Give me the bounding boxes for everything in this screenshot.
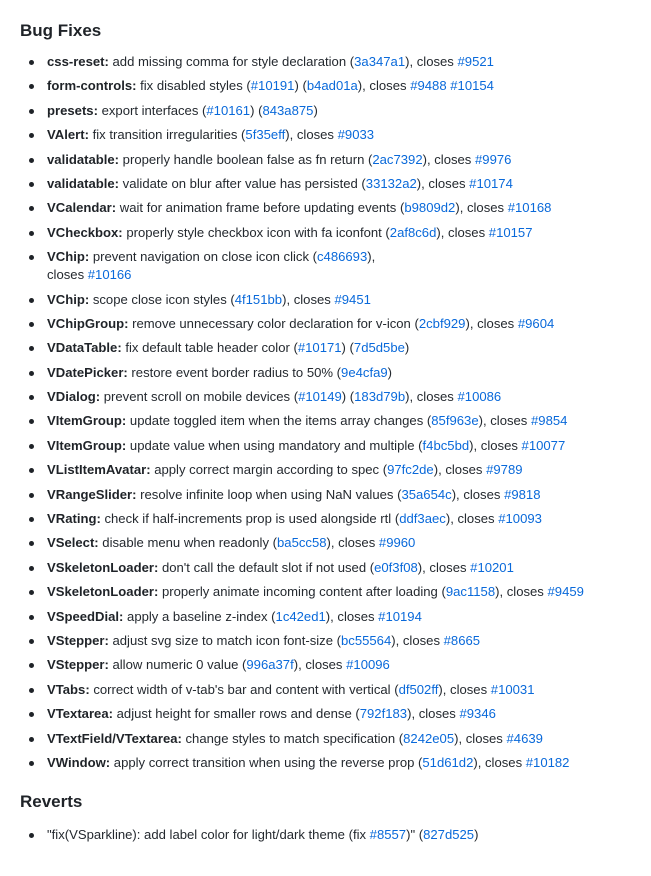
- item-scope: VRating:: [47, 511, 101, 527]
- commit-link[interactable]: 2ac7392: [372, 151, 423, 167]
- commit-link[interactable]: ddf3aec: [399, 511, 446, 527]
- item-description: fix disabled styles (: [136, 78, 251, 94]
- commit-link[interactable]: 2cbf929: [418, 315, 466, 331]
- separator-text: ) (: [341, 389, 355, 405]
- item-description: fix default table header color (: [121, 340, 298, 356]
- item-scope: VStepper:: [47, 632, 109, 648]
- list-item: [47, 224, 639, 242]
- separator-text: ): [474, 827, 479, 843]
- issue-link[interactable]: #9604: [517, 315, 555, 331]
- item-description: allow numeric 0 value (: [108, 657, 247, 673]
- commit-link[interactable]: 2af8c6d: [389, 224, 437, 240]
- commit-link[interactable]: 996a37f: [246, 657, 294, 673]
- issue-link[interactable]: #9033: [337, 127, 375, 143]
- separator-text: ), closes: [357, 78, 411, 94]
- separator-text: ), closes: [438, 681, 491, 697]
- item-scope: VChip:: [47, 249, 90, 265]
- item-scope: VStepper:: [47, 657, 109, 673]
- reverts-heading: Reverts: [20, 792, 83, 812]
- item-description: properly handle boolean false as fn return (: [119, 151, 373, 167]
- commit-link[interactable]: 9ac1158: [445, 584, 496, 600]
- issue-link[interactable]: #10201: [470, 559, 514, 575]
- commit-link[interactable]: 7d5d5be: [353, 340, 405, 356]
- separator-text: ), closes: [495, 584, 548, 600]
- issue-link[interactable]: #8557: [369, 827, 407, 843]
- item-scope: VCheckbox:: [47, 224, 123, 240]
- item-description: check if half-increments prop is used alongside rtl (: [100, 511, 400, 527]
- separator-text: ), closes: [285, 127, 338, 143]
- issue-link[interactable]: #9488: [410, 78, 447, 94]
- separator-text: ), closes: [391, 632, 444, 648]
- commit-link[interactable]: 5f35eff: [245, 127, 286, 143]
- separator-text: ), closes: [422, 151, 475, 167]
- commit-link[interactable]: 8242e05: [403, 730, 455, 746]
- item-scope: validatable:: [47, 151, 120, 167]
- item-scope: VDialog:: [47, 389, 101, 405]
- issue-link[interactable]: #10166: [87, 267, 132, 283]
- item-scope: css-reset:: [47, 54, 109, 69]
- bug-fixes-heading: Bug Fixes: [20, 21, 102, 40]
- issue-link[interactable]: #9818: [504, 486, 541, 502]
- item-description: validate on blur after value has persisted (: [119, 175, 366, 191]
- commit-link[interactable]: 51d61d2: [422, 754, 474, 770]
- commit-link[interactable]: df502ff: [398, 681, 439, 697]
- item-description: restore event border radius to 50% (: [127, 364, 342, 380]
- item-description: apply correct transition when using the reverse prop (: [110, 754, 423, 770]
- separator-text: ), closes: [469, 437, 522, 453]
- item-description: export interfaces (: [97, 102, 207, 118]
- separator-text: ), closes: [465, 315, 518, 331]
- commit-link[interactable]: f4bc5bd: [422, 437, 470, 453]
- item-scope: VListItemAvatar:: [47, 462, 151, 478]
- item-scope: VWindow:: [47, 754, 111, 770]
- separator-text: ), closes: [478, 413, 531, 429]
- commit-link[interactable]: 4f151bb: [234, 291, 283, 307]
- item-scope: form-controls:: [47, 78, 137, 94]
- item-scope: VRangeSlider:: [47, 486, 137, 502]
- issue-link[interactable]: #4639: [506, 730, 543, 746]
- issue-link[interactable]: #10194: [378, 608, 422, 624]
- separator-text: ), closes: [326, 535, 379, 551]
- item-description: properly style checkbox icon with fa iconfont (: [122, 224, 390, 240]
- item-description: apply a baseline z-index (: [123, 608, 276, 624]
- item-description: change styles to match specification (: [181, 730, 404, 746]
- issue-link[interactable]: #9521: [457, 54, 494, 69]
- list-item: [47, 656, 639, 674]
- issue-link[interactable]: #10157: [488, 224, 533, 240]
- list-item: [47, 175, 639, 193]
- commit-link[interactable]: 85f963e: [431, 413, 479, 429]
- commit-link[interactable]: e0f3f08: [374, 559, 418, 575]
- item-scope: VChip:: [47, 291, 90, 307]
- item-scope: VTextarea:: [47, 706, 113, 722]
- list-item: [47, 364, 639, 382]
- list-item: [47, 437, 639, 455]
- commit-link[interactable]: 792f183: [359, 706, 408, 722]
- commit-link[interactable]: 33132a2: [365, 175, 417, 191]
- issue-link[interactable]: #9854: [531, 413, 568, 429]
- item-description: update toggled item when the items array changes (: [126, 413, 432, 429]
- separator-text: ), closes: [405, 54, 458, 69]
- item-description: wait for animation frame before updating events (: [116, 200, 405, 216]
- issue-link[interactable]: #10154: [450, 78, 494, 94]
- separator-text: ), closes: [451, 486, 505, 502]
- item-description: prevent scroll on mobile devices (: [100, 389, 299, 405]
- separator-text: ), closes: [436, 224, 489, 240]
- list-item: [47, 730, 639, 748]
- issue-link[interactable]: #10168: [507, 200, 552, 216]
- separator-text: ), closes: [293, 657, 347, 673]
- list-item: [47, 632, 639, 650]
- commit-link[interactable]: 1c42ed1: [275, 608, 326, 624]
- item-description: add missing comma for style declaration (: [108, 54, 355, 69]
- separator-text: ), closes: [417, 559, 471, 575]
- item-scope: VItemGroup:: [47, 437, 127, 453]
- issue-link[interactable]: #9346: [459, 706, 496, 722]
- list-item: [47, 388, 639, 406]
- item-description: disable menu when readonly (: [98, 535, 277, 551]
- item-scope: VSelect:: [47, 535, 99, 551]
- item-description: correct width of v-tab's bar and content with vertical (: [89, 681, 399, 697]
- issue-link[interactable]: #8665: [443, 632, 481, 648]
- list-item: [47, 461, 639, 479]
- list-item: [47, 412, 639, 430]
- item-scope: VCalendar:: [47, 200, 117, 216]
- commit-link[interactable]: 35a654c: [401, 486, 452, 502]
- separator-text: ), closes: [407, 706, 460, 722]
- separator-text: )" (: [406, 827, 424, 843]
- item-scope: VSkeletonLoader:: [47, 559, 159, 575]
- item-scope: VAlert:: [47, 127, 89, 143]
- reverts-list: [20, 826, 639, 844]
- item-description: adjust height for smaller rows and dense (: [113, 706, 360, 722]
- commit-link[interactable]: bc55564: [341, 632, 392, 648]
- list-item: [47, 315, 639, 333]
- item-scope: VSkeletonLoader:: [47, 584, 159, 600]
- item-description: fix transition irregularities (: [88, 127, 246, 143]
- item-description: adjust svg size to match icon font-size (: [108, 632, 341, 648]
- issue-link[interactable]: #9459: [547, 584, 584, 600]
- separator-text: ) (: [294, 78, 307, 94]
- issue-link[interactable]: #10182: [525, 754, 570, 770]
- list-item: [47, 339, 639, 357]
- item-scope: VChipGroup:: [47, 315, 129, 331]
- item-description: apply correct margin according to spec (: [150, 462, 388, 478]
- separator-text: ), closes: [473, 754, 526, 770]
- list-item: [47, 534, 639, 552]
- commit-link[interactable]: 183d79b: [354, 389, 406, 405]
- commit-link[interactable]: 3a347a1: [354, 54, 406, 69]
- list-item: [47, 681, 639, 699]
- item-scope: VSpeedDial:: [47, 608, 124, 624]
- list-item: [47, 705, 639, 723]
- issue-link[interactable]: #10093: [498, 511, 542, 527]
- list-item: [47, 151, 639, 169]
- item-description: properly animate incoming content after loading (: [158, 584, 446, 600]
- list-item: [47, 559, 639, 577]
- separator-text: ), closes: [455, 200, 508, 216]
- list-item: [47, 291, 639, 309]
- item-description: prevent navigation on close icon click (: [89, 249, 317, 265]
- item-description: update value when using mandatory and multiple (: [126, 437, 423, 453]
- item-description: don't call the default slot if not used (: [158, 559, 375, 575]
- issue-link[interactable]: #10077: [521, 437, 566, 453]
- item-description: remove unnecessary color declaration for v-icon (: [128, 315, 419, 331]
- bug-fixes-list: [20, 53, 639, 772]
- item-scope: validatable:: [47, 175, 120, 191]
- list-item: [47, 199, 639, 217]
- separator-text: ), closes: [47, 249, 376, 283]
- issue-link[interactable]: #10096: [346, 657, 390, 673]
- issue-link[interactable]: #10191: [250, 78, 295, 94]
- item-scope: VDatePicker:: [47, 364, 128, 380]
- commit-link[interactable]: c486693: [317, 249, 368, 265]
- commit-link[interactable]: 843a875: [262, 102, 314, 118]
- issue-link[interactable]: #10031: [490, 681, 535, 697]
- item-scope: VTabs:: [47, 681, 90, 697]
- list-item: [47, 102, 639, 120]
- separator-text: ) (: [341, 340, 354, 356]
- item-description: scope close icon styles (: [89, 291, 235, 307]
- commit-link[interactable]: ba5cc58: [277, 535, 327, 551]
- commit-link[interactable]: b9809d2: [404, 200, 456, 216]
- commit-link[interactable]: 97fc2de: [387, 462, 434, 478]
- issue-link[interactable]: #10161: [206, 102, 251, 118]
- list-item: [47, 248, 387, 284]
- issue-link[interactable]: #10086: [457, 389, 502, 405]
- separator-text: ), closes: [454, 730, 507, 746]
- separator-text: ): [404, 340, 410, 356]
- list-item: [47, 608, 639, 626]
- commit-link[interactable]: b4ad01a: [306, 78, 358, 94]
- issue-link[interactable]: #10174: [469, 175, 513, 191]
- list-item: [47, 126, 639, 144]
- issue-link[interactable]: #9960: [378, 535, 416, 551]
- issue-link[interactable]: #9976: [475, 151, 512, 167]
- issue-link[interactable]: #9789: [486, 462, 523, 478]
- issue-link[interactable]: #9451: [334, 291, 371, 307]
- list-item: [47, 510, 639, 528]
- list-item: [47, 583, 639, 601]
- list-item: [47, 53, 639, 71]
- issue-link[interactable]: #10171: [297, 340, 342, 356]
- item-scope: VDataTable:: [47, 340, 122, 356]
- separator-text: ), closes: [445, 511, 499, 527]
- list-item: [47, 826, 639, 844]
- separator-text: ) (: [250, 102, 263, 118]
- separator-text: ), closes: [282, 291, 335, 307]
- separator-text: ): [313, 102, 318, 118]
- item-scope: presets:: [47, 102, 98, 118]
- item-scope: VTextField/VTextarea:: [47, 730, 182, 746]
- separator-text: ), closes: [325, 608, 379, 624]
- item-description: resolve infinite loop when using NaN values (: [136, 486, 402, 502]
- separator-text: ), closes: [416, 175, 470, 191]
- item-description: "fix(VSparkline): add label color for light/dark theme (fix: [47, 827, 370, 843]
- separator-text: ), closes: [405, 389, 458, 405]
- list-item: [47, 754, 639, 772]
- list-item: [47, 77, 639, 95]
- commit-link[interactable]: 827d525: [423, 827, 475, 843]
- separator-text: ), closes: [433, 462, 487, 478]
- separator-text: ): [387, 364, 393, 380]
- commit-link[interactable]: 9e4cfa9: [341, 364, 388, 380]
- item-scope: VItemGroup:: [47, 413, 127, 429]
- list-item: [47, 486, 639, 504]
- issue-link[interactable]: #10149: [298, 389, 342, 405]
